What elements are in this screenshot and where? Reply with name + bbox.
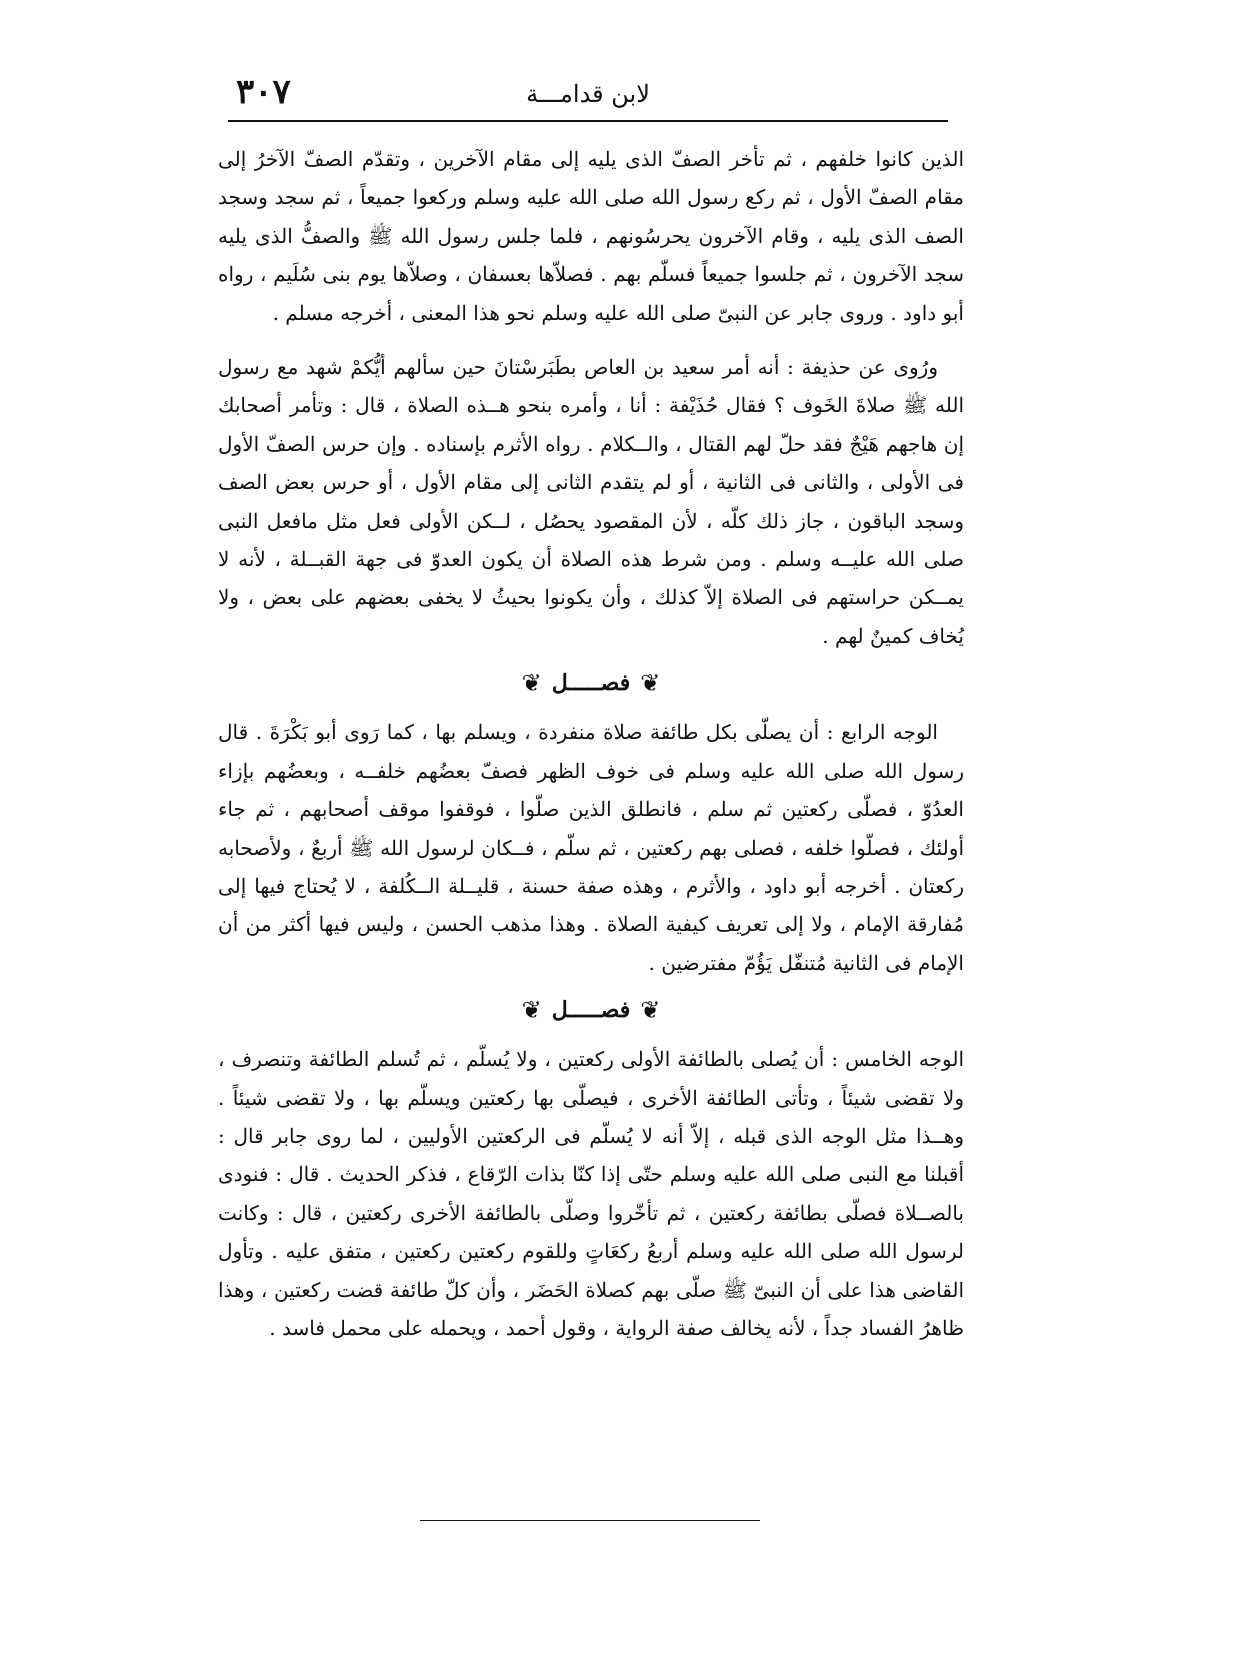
ornament-icon: ❦ xyxy=(521,995,542,1024)
ornament-icon: ❦ xyxy=(640,995,661,1024)
ornament-icon: ❦ xyxy=(521,669,542,698)
section-heading-text: فصـــــل xyxy=(551,996,631,1023)
paragraph: الوجه الرابع : أن يصلّى بكل طائفة صلاة منفردة ، ويسلم بها ، كما رَوى أبو بَكْرَةَ . قال رسول الله صلى الله عليه وسلم فى خوف الظهر فصفّ بعضُهم خلفــه ، وبعضُهم بإزاء العدُوّ ، فصلّى ركعتين ثم سلم ، فانطلق الذين صلّوا ، فوقفوا موقف أصحابهم ، ثم جاء أولئك ، فصلّوا خلفه ، فصلى بهم ركعتين ، ثم سلّم ، فــكان لرسول الله ﷺ أربعٌ ، ولأصحابه ركعتان . أخرجه أبو داود ، والأثرم ، وهذه صفة حسنة ، قليــلة الــكُلفة ، لا يُحتاج فيها إلى مُفارقة الإمام ، ولا إلى تعريف كيفية الصلاة . وهذا مذهب الحسن ، وليس فيها أكثر من أن الإمام فى الثانية مُتنفّل يَؤُمّ مفترضين . xyxy=(218,720,964,975)
body-text xyxy=(218,140,964,1347)
paragraph: ورُوى عن حذيفة : أنه أمر سعيد بن العاص بطَبَرسْتانَ حين سألهم أيُّكمْ شهد مع رسول الله ﷺ صلاةَ الخَوف ؟ فقال حُذَيْفة : أنا ، وأمره بنحو هــذه الصلاة ، قال : وتأمر أصحابك إن هاجهم هَيْجٌ فقد حلّ لهم القتال ، والــكلام . رواه الأثرم بإسناده . وإن حرس الصفّ الأول فى الأولى ، والثانى فى الثانية ، أو لم يتقدم الثانى إلى مقام الأول ، أو حرس بعض الصف وسجد الباقون ، جاز ذلك كلّه ، لأن المقصود يحصُل ، لــكن الأولى فعل مثل مافعل النبى صلى الله عليــه وسلم . ومن شرط هذه الصلاة أن يكون العدوّ فى جهة القبــلة ، لأنه لا يمــكن حراستهم فى الصلاة إلاّ كذلك ، وأن يكونوا بحيثُ لا يخفى بعضهم على بعض ، ولا يُخاف كمينٌ لهم . xyxy=(218,355,964,648)
header-rule xyxy=(228,120,948,122)
page-number: ٣٠٧ xyxy=(236,72,291,112)
section-heading xyxy=(218,984,964,1036)
section-heading-text: فصـــــل xyxy=(551,670,631,697)
paragraph: الذين كانوا خلفهم ، ثم تأخر الصفّ الذى يليه إلى مقام الآخرين ، وتقدّم الصفّ الآخرُ إلى مقام الصفّ الأول ، ثم ركع رسول الله صلى الله عليه وسلم وركعوا جميعاً ، ثم سجد وسجد الصف الذى يليه ، وقام الآخرون يحرسُونهم ، فلما جلس رسول الله ﷺ والصفُّ الذى يليه سجد الآخرون ، ثم جلسوا جميعاً فسلّم بهم . فصلاّها بعسفان ، وصلاّها يوم بنى سُلَيم ، رواه أبو داود . وروى جابر عن النبىّ صلى الله عليه وسلم نحو هذا المعنى ، أخرجه مسلم . xyxy=(218,147,964,325)
footer-rule xyxy=(420,1520,760,1521)
running-title: لابن قدامـــة xyxy=(526,80,650,108)
ornament-icon: ❦ xyxy=(640,669,661,698)
section-heading xyxy=(218,657,964,709)
page-header xyxy=(228,70,948,128)
paragraph: الوجه الخامس : أن يُصلى بالطائفة الأولى ركعتين ، ولا يُسلّم ، ثم تُسلم الطائفة وتنصرف ، ولا تقضى شيئاً ، وتأتى الطائفة الأخرى ، فيصلّى بها ركعتين ويسلّم بها ، ولا تقضى شيئاً . وهــذا مثل الوجه الذى قبله ، إلاّ أنه لا يُسلّم فى الركعتين الأوليين ، لما روى جابر قال : أقبلنا مع النبى صلى الله عليه وسلم حتّى إذا كنّا بذات الرّقاع ، فذكر الحديث . قال : فنودى بالصــلاة فصلّى بطائفة ركعتين ، ثم تأخّروا وصلّى بالطائفة الأخرى ركعتين ، قال : وكانت لرسول الله صلى الله عليه وسلم أربعُ ركعَاتٍ وللقوم ركعتين ركعتين ، متفق عليه . وتأول القاضى هذا على أن النبىّ ﷺ صلّى بهم كصلاة الحَضَر ، وأن كلّ طائفة قضت ركعتين ، وهذا ظاهرُ الفساد جداً ، لأنه يخالف صفة الرواية ، وقول أحمد ، ويحمله على محمل فاسد . xyxy=(218,1047,964,1340)
